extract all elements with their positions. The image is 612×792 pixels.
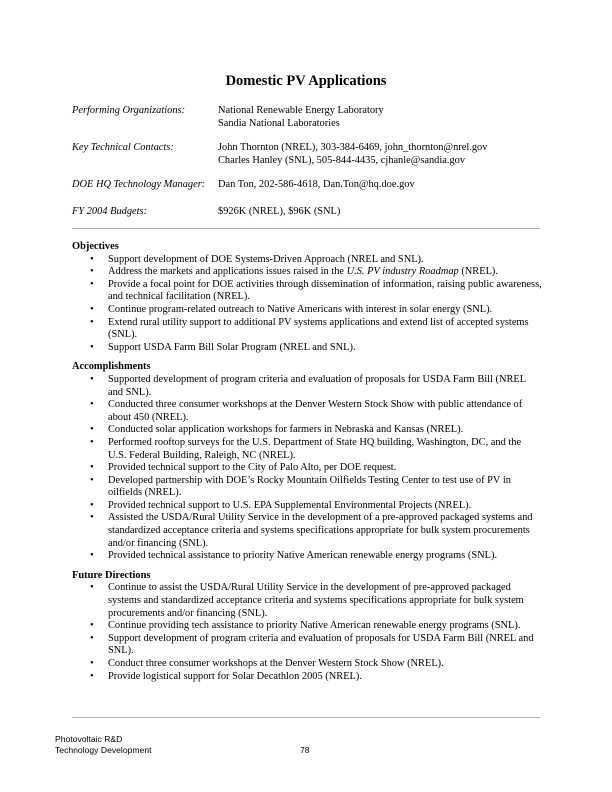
fy-budgets-row xyxy=(72,205,542,218)
fy-budgets-label: FY 2004 Budgets: xyxy=(72,206,148,217)
list-item: • Support development of program criteria and evaluation of proposals for USDA Farm Bill (NREL and SNL). xyxy=(90,632,534,657)
organization-line: Sandia National Laboratories xyxy=(218,118,340,129)
bullet-icon: • xyxy=(90,341,94,353)
future-directions-heading: Future Directions xyxy=(72,569,151,581)
bullet-icon: • xyxy=(90,658,94,669)
list-item: • Support USDA Farm Bill Solar Program (NREL and SNL). xyxy=(90,341,356,353)
bullet-icon: • xyxy=(90,499,94,511)
page-number: 78 xyxy=(300,744,310,755)
bullet-icon: • xyxy=(90,550,94,562)
organization-line: National Renewable Energy Laboratory xyxy=(218,105,384,116)
bullet-icon: • xyxy=(90,632,94,644)
main-content xyxy=(72,241,542,690)
roadmap-title: U.S. PV industry Roadmap xyxy=(346,266,459,278)
key-technical-contacts-value xyxy=(218,141,487,167)
list-item: • Provide logistical support for Solar Decathlon 2005 (NREL). xyxy=(90,670,362,682)
bullet-icon: • xyxy=(90,253,94,265)
list-item: • Conducted three consumer workshops at the Denver Western Stock Show with public attendance of about 450 (NREL). xyxy=(90,399,523,423)
list-item: • Address the markets and applications issues raised in the U.S. PV industry Roadmap (NREL). xyxy=(90,266,498,278)
bullet-icon: • xyxy=(90,462,94,474)
list-item: • Conducted solar application workshops for farmers in Nebraska and Kansas (NREL). xyxy=(90,424,464,436)
doe-hq-manager-row xyxy=(72,178,542,191)
doe-hq-manager-label: DOE HQ Technology Manager: xyxy=(72,179,206,190)
accomplishments-heading: Accomplishments xyxy=(72,361,151,373)
footer-section-label xyxy=(55,734,152,755)
contact-line: Charles Hanley (SNL), 505-844-4435, cjhanle@sandia.gov xyxy=(218,155,466,166)
bullet-icon: • xyxy=(90,278,94,290)
bullet-icon: • xyxy=(90,266,94,278)
future-directions-list xyxy=(72,582,542,683)
performing-organizations-label: Performing Organizations: xyxy=(72,105,186,116)
doe-hq-manager-value: Dan Ton, 202-586-4618, Dan.Ton@hq.doe.gov xyxy=(218,179,415,190)
bullet-icon: • xyxy=(90,303,94,315)
list-item: • Provide a focal point for DOE activities through dissemination of information, raising public awareness, and technical facilitation (NREL). xyxy=(90,278,542,303)
performing-organizations-row xyxy=(72,104,542,130)
list-item: • Continue program-related outreach to Native Americans with interest in solar energy (SNL). xyxy=(90,303,493,315)
bullet-icon: • xyxy=(90,512,94,524)
list-item: • Extend rural utility support to additional PV systems applications and extend list of accepted systems (SNL). xyxy=(90,316,529,341)
list-item: • Provided technical assistance to priority Native American renewable energy programs (SNL). xyxy=(90,550,498,562)
performing-organizations-value xyxy=(218,104,384,130)
page-title: Domestic PV Applications xyxy=(225,73,387,89)
list-item: • Supported development of program criteria and evaluation of proposals for USDA Farm Bill (NREL and SNL). xyxy=(90,373,526,398)
list-item: • Assisted the USDA/Rural Utility Service in the development of a pre-approved packaged systems and standardized acceptance criteria and systems specifications appropriate for bulk system procurements and/or financing (SNL). xyxy=(90,512,533,549)
list-item: • Continue to assist the USDA/Rural Utility Service in the development of pre-approved packaged systems and standardized acceptance criteria and systems specifications appropriate for bulk system procurements and/or financing (SNL). xyxy=(90,582,524,619)
objectives-list xyxy=(72,254,542,355)
list-item: • Conduct three consumer workshops at the Denver Western Stock Show (NREL). xyxy=(90,658,444,669)
bullet-icon: • xyxy=(90,670,94,682)
contact-line: John Thornton (NREL), 303-384-6469, john_thornton@nrel.gov xyxy=(218,142,488,153)
footer-line: Technology Development xyxy=(55,744,152,755)
fy-budgets-value: $926K (NREL), $96K (SNL) xyxy=(218,206,341,217)
list-item: • Developed partnership with DOE’s Rocky Mountain Oilfields Testing Center to test use of PV in oilfields (NREL). xyxy=(90,474,511,499)
list-item: • Support development of DOE Systems-Driven Approach (NREL and SNL). xyxy=(90,253,424,265)
bullet-icon: • xyxy=(90,424,94,436)
bullet-icon: • xyxy=(90,582,94,594)
bullet-icon: • xyxy=(90,436,94,448)
bullet-icon: • xyxy=(90,474,94,486)
footer-line: Photovoltaic R&D xyxy=(55,734,123,744)
bullet-icon: • xyxy=(90,620,94,632)
top-divider xyxy=(72,228,540,229)
bullet-icon: • xyxy=(90,373,94,385)
bullet-icon: • xyxy=(90,316,94,328)
list-item: • Continue providing tech assistance to priority Native American renewable energy programs (SNL). xyxy=(90,620,521,632)
bullet-icon: • xyxy=(90,399,94,411)
objectives-heading: Objectives xyxy=(72,241,119,252)
bottom-divider xyxy=(72,717,540,718)
list-item: • Provided technical support to the City of Palo Alto, per DOE request. xyxy=(90,462,397,474)
list-item: • Performed rooftop surveys for the U.S. Department of State HQ building, Washington, DC, and the U.S. Federal Building, Raleigh, NC (NREL). xyxy=(90,436,522,461)
list-item: • Provided technical support to U.S. EPA Supplemental Environmental Projects (NREL). xyxy=(90,499,472,511)
accomplishments-list xyxy=(72,374,542,563)
key-technical-contacts-row xyxy=(72,141,542,167)
key-technical-contacts-label: Key Technical Contacts: xyxy=(72,142,174,153)
